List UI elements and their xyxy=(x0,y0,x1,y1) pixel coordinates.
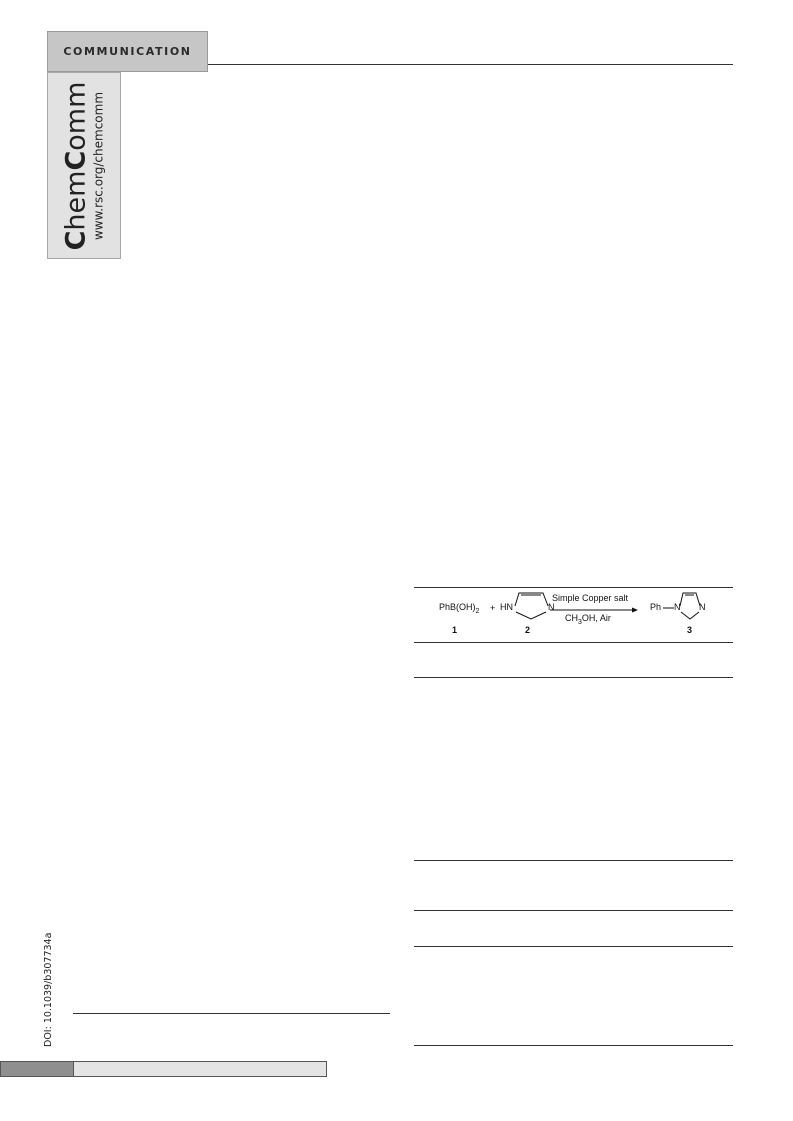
compound-label-2: 2 xyxy=(525,625,531,635)
product-n2-label: N xyxy=(699,602,706,612)
conditions-solvent-subscript: 3 xyxy=(578,618,582,626)
plus-sign: + xyxy=(490,603,496,613)
reagent-1-subscript: 2 xyxy=(475,607,480,615)
footnote-rule xyxy=(73,1013,390,1014)
journal-name-suffix: omm xyxy=(60,81,92,151)
table-top-rule xyxy=(414,677,733,678)
table-bottom-rule xyxy=(414,860,733,861)
conditions-solvent-b: OH, Air xyxy=(581,613,611,623)
reaction-scheme xyxy=(414,592,733,638)
compound-label-3: 3 xyxy=(687,625,693,635)
footer-bar xyxy=(0,1061,327,1077)
journal-name-prefix: hem xyxy=(60,170,92,231)
compound-label-1: 1 xyxy=(452,625,458,635)
reagent-phenylboronic-acid xyxy=(439,602,479,615)
header-rule xyxy=(208,64,733,65)
section-label: COMMUNICATION xyxy=(63,45,192,58)
conditions-top: Simple Copper salt xyxy=(552,593,629,603)
journal-brand-text xyxy=(62,81,107,251)
imidazole-hn-label: HN xyxy=(500,602,513,612)
reagent-1-text: PhB(OH) xyxy=(439,602,476,612)
doi-label: DOI: 10.1039/b307734a xyxy=(43,932,54,1047)
journal-name: ChemComm xyxy=(60,81,92,250)
product-imidazole-ring-icon xyxy=(676,588,706,622)
journal-brand xyxy=(47,72,121,259)
journal-url: www.rsc.org/chemcomm xyxy=(91,91,106,240)
table2-bottom-rule xyxy=(414,1045,733,1046)
table2-top-rule xyxy=(414,910,733,911)
product-n1-label: N xyxy=(674,602,681,612)
imidazole-n-label: N xyxy=(548,602,555,612)
imidazole-ring-icon xyxy=(513,588,553,622)
conditions-solvent-a: CH xyxy=(565,613,578,623)
section-tab xyxy=(47,31,208,72)
table2-header-rule xyxy=(414,946,733,947)
product-ph-label: Ph xyxy=(650,602,662,612)
scheme-bottom-rule xyxy=(414,642,733,643)
conditions-bottom xyxy=(565,613,611,626)
footer-bar-accent xyxy=(1,1062,74,1076)
